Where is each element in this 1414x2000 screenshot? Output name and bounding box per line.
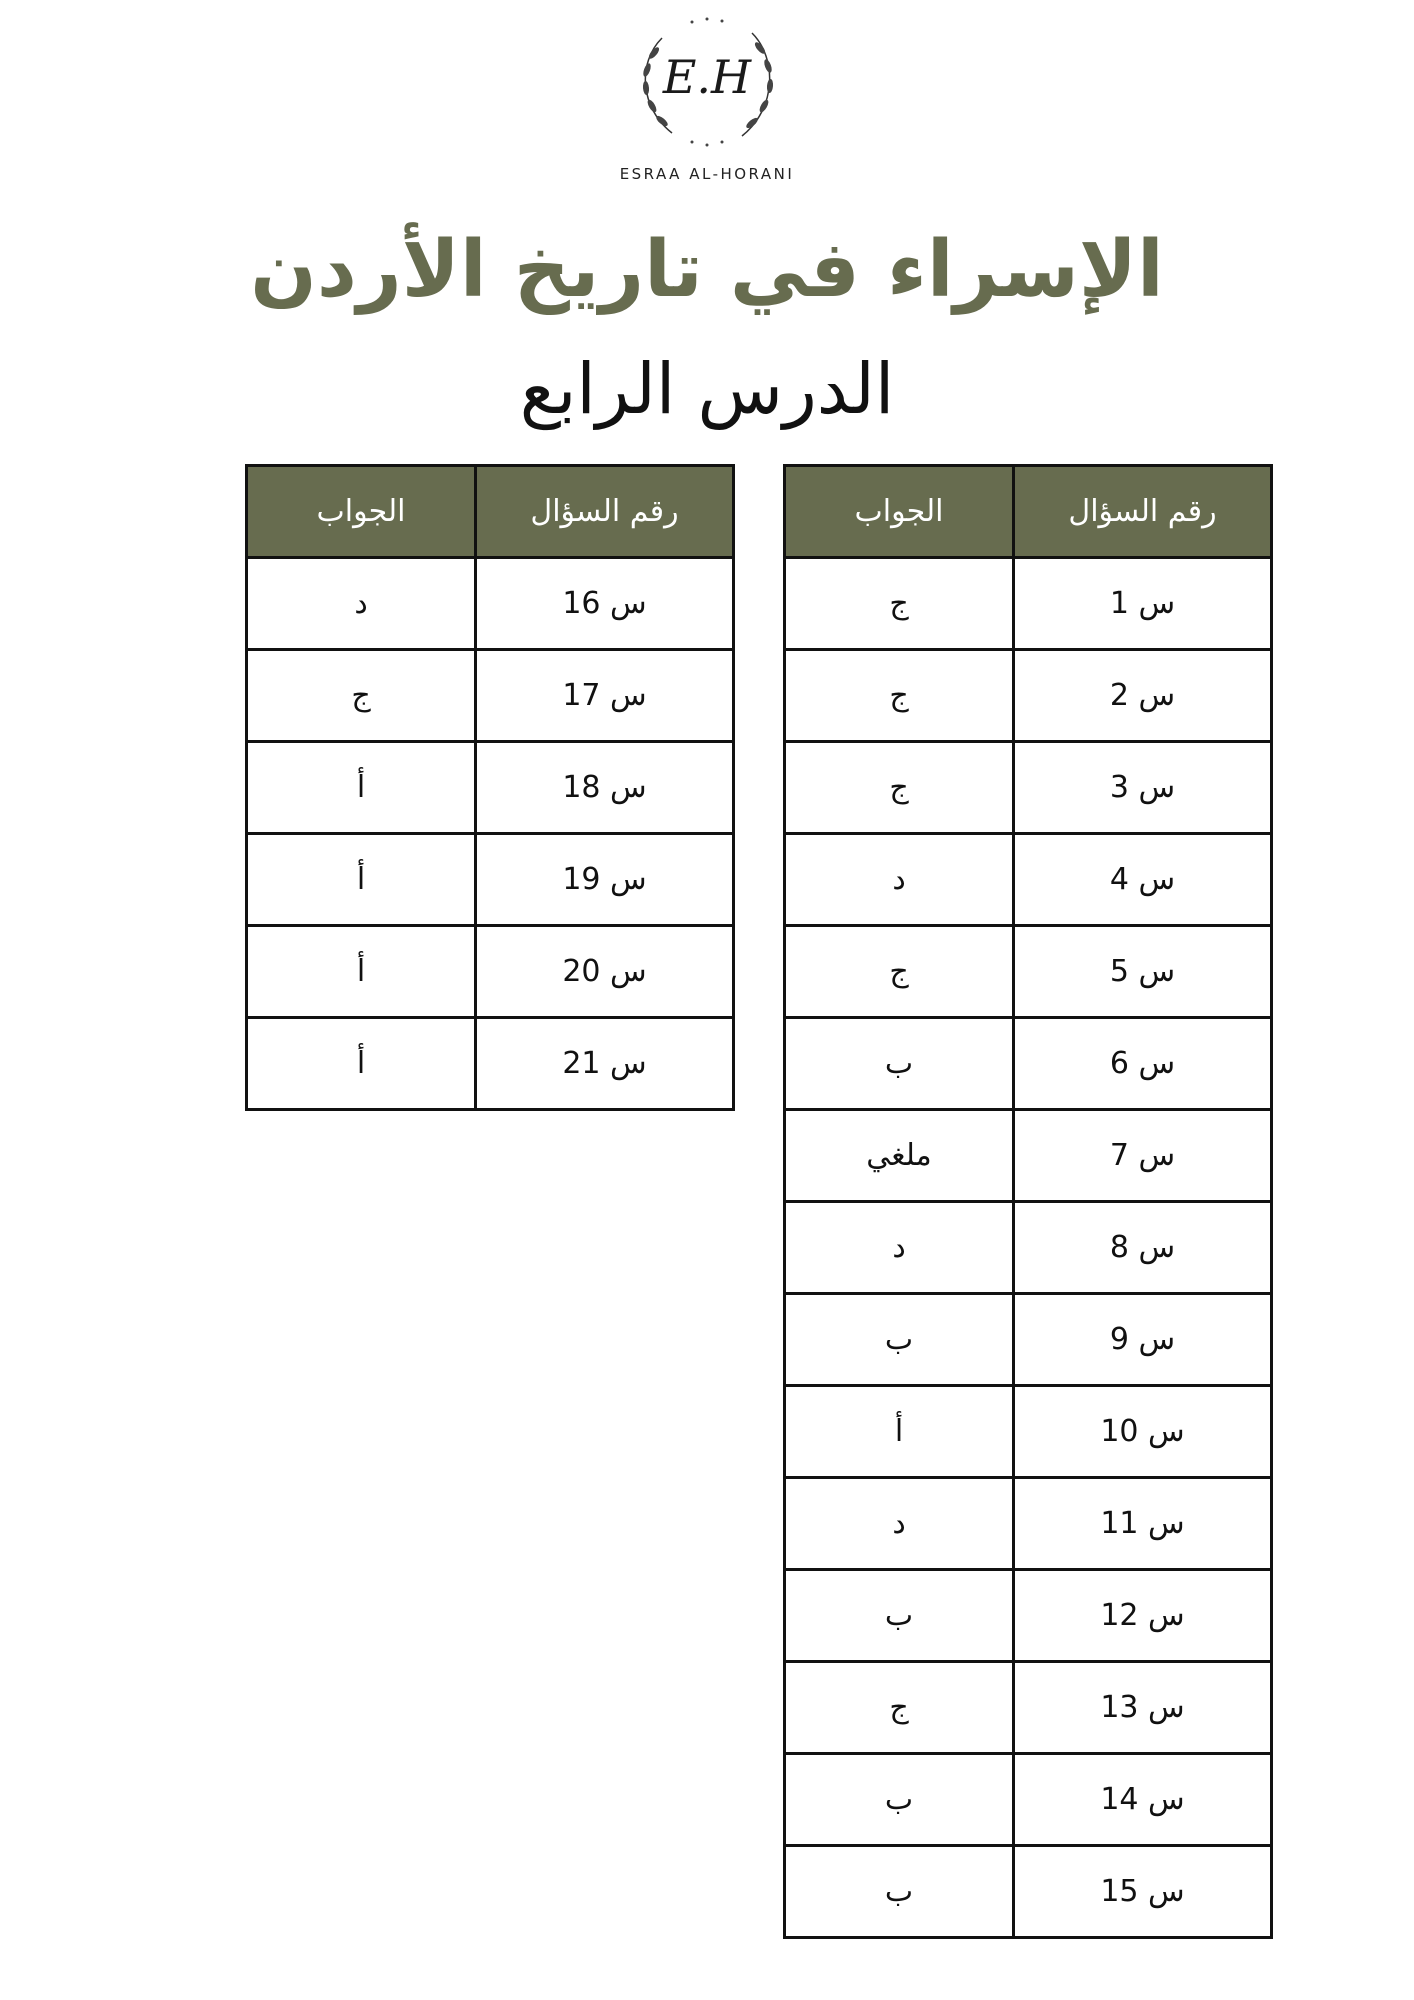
question-number-cell: س 4	[1014, 834, 1272, 926]
question-number-cell: س 11	[1014, 1478, 1272, 1570]
table-row	[785, 558, 1272, 650]
table-row	[785, 1386, 1272, 1478]
answer-cell: ب	[785, 1018, 1014, 1110]
answer-cell: ج	[785, 742, 1014, 834]
question-number-cell: س 9	[1014, 1294, 1272, 1386]
question-number-cell: س 17	[476, 650, 734, 742]
answer-cell: د	[247, 558, 476, 650]
answer-cell: ج	[785, 558, 1014, 650]
table-row	[247, 1018, 734, 1110]
answer-cell: أ	[785, 1386, 1014, 1478]
question-number-cell: س 12	[1014, 1570, 1272, 1662]
wreath-monogram-icon	[632, 8, 782, 153]
answer-cell: ج	[785, 926, 1014, 1018]
question-number-cell: س 1	[1014, 558, 1272, 650]
table-row	[785, 926, 1272, 1018]
question-number-cell: س 18	[476, 742, 734, 834]
question-number-cell: س 19	[476, 834, 734, 926]
answer-cell: ب	[785, 1570, 1014, 1662]
table-body	[247, 558, 734, 1110]
answer-cell: ب	[785, 1754, 1014, 1846]
question-number-cell: س 3	[1014, 742, 1272, 834]
question-number-cell: س 8	[1014, 1202, 1272, 1294]
answer-cell: ب	[785, 1294, 1014, 1386]
table-row	[785, 1570, 1272, 1662]
question-number-cell: س 14	[1014, 1754, 1272, 1846]
table-header-row	[785, 466, 1272, 558]
table-row	[785, 1478, 1272, 1570]
header-answer: الجواب	[785, 466, 1014, 558]
table-row	[785, 1018, 1272, 1110]
question-number-cell: س 2	[1014, 650, 1272, 742]
table-body	[785, 558, 1272, 1938]
table-row	[785, 1662, 1272, 1754]
answer-cell: ج	[247, 650, 476, 742]
answer-cell: أ	[247, 742, 476, 834]
table-row	[785, 742, 1272, 834]
header-answer: الجواب	[247, 466, 476, 558]
answer-cell: ج	[785, 650, 1014, 742]
table-row	[785, 1846, 1272, 1938]
answer-cell: أ	[247, 834, 476, 926]
header-question-number: رقم السؤال	[1014, 466, 1272, 558]
answers-table-1-15	[783, 464, 1273, 1939]
question-number-cell: س 15	[1014, 1846, 1272, 1938]
table-row	[247, 834, 734, 926]
question-number-cell: س 5	[1014, 926, 1272, 1018]
question-number-cell: س 13	[1014, 1662, 1272, 1754]
table-row	[785, 1202, 1272, 1294]
answer-cell: أ	[247, 926, 476, 1018]
question-number-cell: س 20	[476, 926, 734, 1018]
answer-cell: أ	[247, 1018, 476, 1110]
table-row	[785, 1754, 1272, 1846]
answer-cell: ج	[785, 1662, 1014, 1754]
answer-cell: د	[785, 834, 1014, 926]
answer-cell: د	[785, 1202, 1014, 1294]
table-row	[785, 1294, 1272, 1386]
question-number-cell: س 16	[476, 558, 734, 650]
table-row	[785, 650, 1272, 742]
table-header-row	[247, 466, 734, 558]
brand-name: ESRAA AL-HORANI	[619, 165, 795, 183]
logo	[607, 8, 807, 188]
question-number-cell: س 21	[476, 1018, 734, 1110]
question-number-cell: س 10	[1014, 1386, 1272, 1478]
answer-cell: ب	[785, 1846, 1014, 1938]
answer-cell: ملغي	[785, 1110, 1014, 1202]
answer-cell: د	[785, 1478, 1014, 1570]
table-row	[247, 558, 734, 650]
table-row	[247, 650, 734, 742]
header-question-number: رقم السؤال	[476, 466, 734, 558]
table-row	[785, 834, 1272, 926]
page-subtitle: الدرس الرابع	[519, 348, 895, 430]
page-title: الإسراء في تاريخ الأردن	[250, 225, 1164, 315]
answers-table-16-21	[245, 464, 735, 1111]
table-row	[247, 926, 734, 1018]
question-number-cell: س 7	[1014, 1110, 1272, 1202]
svg-text:E.H: E.H	[662, 50, 752, 104]
question-number-cell: س 6	[1014, 1018, 1272, 1110]
table-row	[247, 742, 734, 834]
table-row	[785, 1110, 1272, 1202]
